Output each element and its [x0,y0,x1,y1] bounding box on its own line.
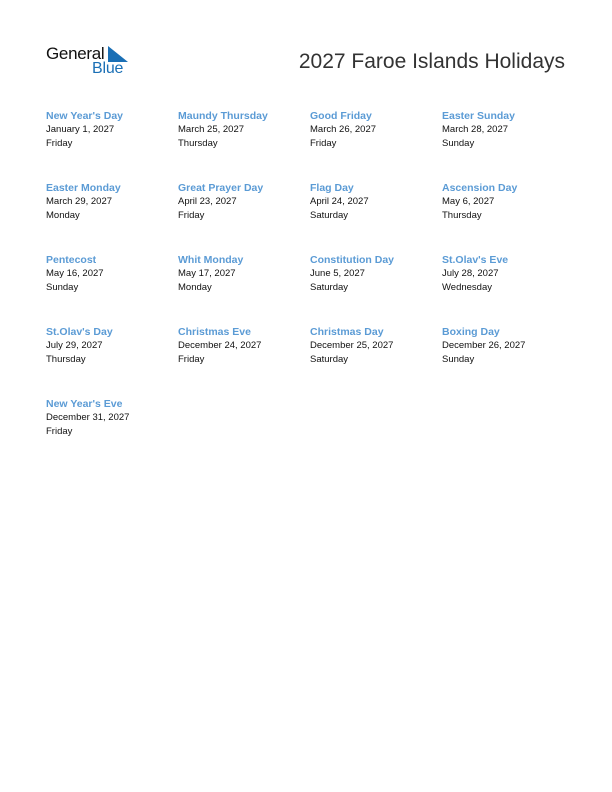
holiday-weekday: Friday [46,426,73,437]
holiday-weekday: Friday [178,354,205,365]
holiday-name: Easter Sunday [442,110,515,122]
holiday-weekday: Saturday [310,354,349,365]
holiday-item [310,325,442,397]
holiday-weekday: Sunday [442,138,475,149]
holiday-weekday: Thursday [442,210,482,221]
holiday-weekday: Wednesday [442,282,492,293]
holiday-date: May 6, 2027 [442,196,495,207]
holiday-name: New Year's Eve [46,398,123,410]
holiday-item [178,181,310,253]
holiday-item [310,253,442,325]
holiday-name: St.Olav's Day [46,326,113,338]
holiday-name: Pentecost [46,254,97,266]
holiday-item [178,325,310,397]
holiday-name: New Year's Day [46,110,124,122]
holiday-item [442,181,576,253]
holiday-item [442,253,576,325]
holiday-name: Flag Day [310,182,354,194]
holiday-item [442,109,576,181]
holiday-weekday: Thursday [178,138,218,149]
holiday-item [46,397,178,469]
holiday-date: March 25, 2027 [178,124,245,135]
holiday-name: Christmas Day [310,326,384,338]
holiday-date: March 28, 2027 [442,124,509,135]
holiday-weekday: Sunday [46,282,79,293]
holiday-item [310,109,442,181]
holiday-weekday: Sunday [442,354,475,365]
holiday-date: December 25, 2027 [310,340,394,351]
brand-logo [46,44,130,80]
logo-wordmark-general: General [46,44,105,63]
holiday-name: Maundy Thursday [178,110,268,122]
holiday-date: December 24, 2027 [178,340,262,351]
holiday-date: April 24, 2027 [310,196,369,207]
holiday-name: Christmas Eve [178,326,251,338]
holiday-item [46,181,178,253]
holiday-weekday: Thursday [46,354,86,365]
holiday-date: July 28, 2027 [442,268,499,279]
holiday-date: April 23, 2027 [178,196,237,207]
holiday-weekday: Monday [46,210,80,221]
holiday-name: Ascension Day [442,182,518,194]
holiday-name: Good Friday [310,110,372,122]
holiday-weekday: Saturday [310,210,349,221]
holiday-date: December 26, 2027 [442,340,526,351]
holiday-weekday: Friday [310,138,337,149]
holiday-name: Boxing Day [442,326,500,338]
holiday-item [46,325,178,397]
holiday-date: June 5, 2027 [310,268,365,279]
holiday-name: Constitution Day [310,254,394,266]
holiday-item [442,325,576,397]
holiday-weekday: Monday [178,282,212,293]
holiday-date: March 29, 2027 [46,196,113,207]
logo-wordmark-blue: Blue [92,60,124,77]
holiday-date: May 17, 2027 [178,268,236,279]
holiday-date: May 16, 2027 [46,268,104,279]
holiday-date: December 31, 2027 [46,412,130,423]
page-title: 2027 Faroe Islands Holidays [298,50,565,73]
holiday-item [46,253,178,325]
holiday-list [46,109,576,469]
holiday-weekday: Friday [46,138,73,149]
holiday-weekday: Saturday [310,282,349,293]
holiday-item [178,253,310,325]
holiday-name: Easter Monday [46,182,121,194]
holiday-weekday: Friday [178,210,205,221]
holiday-name: Whit Monday [178,254,244,266]
holiday-name: Great Prayer Day [178,182,264,194]
holiday-item [310,181,442,253]
holiday-date: March 26, 2027 [310,124,377,135]
holiday-name: St.Olav's Eve [442,254,509,266]
holiday-date: July 29, 2027 [46,340,103,351]
holiday-date: January 1, 2027 [46,124,115,135]
holiday-item [178,109,310,181]
holiday-item [46,109,178,181]
